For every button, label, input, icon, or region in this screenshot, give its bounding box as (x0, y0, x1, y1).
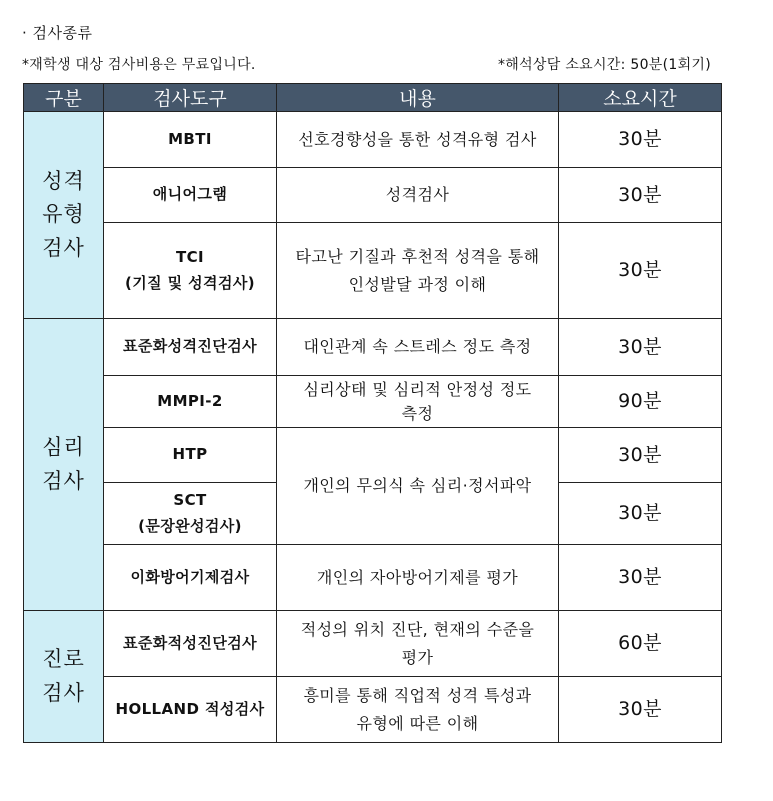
test-types-table (23, 83, 722, 743)
category-career: 진로 검사 (24, 611, 104, 743)
tool-cell: MMPI-2 (104, 376, 277, 428)
table-row (24, 168, 722, 223)
table-header-row (24, 84, 722, 112)
time-cell: 30분 (559, 677, 722, 743)
column-header-content: 내용 (277, 84, 559, 112)
content-cell: 심리상태 및 심리적 안정성 정도 측정 (277, 376, 559, 428)
time-cell: 30분 (559, 483, 722, 545)
tool-cell: MBTI (104, 112, 277, 168)
tool-cell: SCT (문장완성검사) (104, 483, 277, 545)
time-cell: 30분 (559, 223, 722, 319)
table-row (24, 545, 722, 611)
time-cell: 30분 (559, 428, 722, 483)
tool-cell: 애니어그램 (104, 168, 277, 223)
time-cell: 30분 (559, 545, 722, 611)
column-header-time: 소요시간 (559, 84, 722, 112)
table-row (24, 376, 722, 428)
table-row (24, 319, 722, 376)
table-row (24, 112, 722, 168)
content-cell: 선호경향성을 통한 성격유형 검사 (277, 112, 559, 168)
content-cell: 대인관계 속 스트레스 정도 측정 (277, 319, 559, 376)
content-cell: 성격검사 (277, 168, 559, 223)
content-cell: 적성의 위치 진단, 현재의 수준을 평가 (277, 611, 559, 677)
tool-cell: 표준화적성진단검사 (104, 611, 277, 677)
fee-note: *재학생 대상 검사비용은 무료입니다. (22, 57, 256, 73)
tool-cell: HTP (104, 428, 277, 483)
tool-cell: 표준화성격진단검사 (104, 319, 277, 376)
category-psychological: 심리 검사 (24, 319, 104, 611)
table-row (24, 677, 722, 743)
time-cell: 30분 (559, 168, 722, 223)
time-cell: 30분 (559, 319, 722, 376)
category-personality-type: 성격 유형 검사 (24, 112, 104, 319)
content-cell: 흥미를 통해 직업적 성격 특성과 유형에 따른 이해 (277, 677, 559, 743)
column-header-category: 구분 (24, 84, 104, 112)
content-cell: 타고난 기질과 후천적 성격을 통해 인성발달 과정 이해 (277, 223, 559, 319)
column-header-tool: 검사도구 (104, 84, 277, 112)
table-row (24, 223, 722, 319)
tool-cell: 이화방어기제검사 (104, 545, 277, 611)
tool-cell: TCI (기질 및 성격검사) (104, 223, 277, 319)
table-row (24, 428, 722, 483)
time-cell: 60분 (559, 611, 722, 677)
content-cell: 개인의 자아방어기제를 평가 (277, 545, 559, 611)
time-cell: 30분 (559, 112, 722, 168)
content-cell: 개인의 무의식 속 심리·정서파악 (277, 428, 559, 545)
table-row (24, 611, 722, 677)
time-cell: 90분 (559, 376, 722, 428)
section-title: · 검사종류 (22, 24, 93, 42)
counseling-time-note: *해석상담 소요시간: 50분(1회기) (497, 57, 711, 73)
tool-cell: HOLLAND 적성검사 (104, 677, 277, 743)
